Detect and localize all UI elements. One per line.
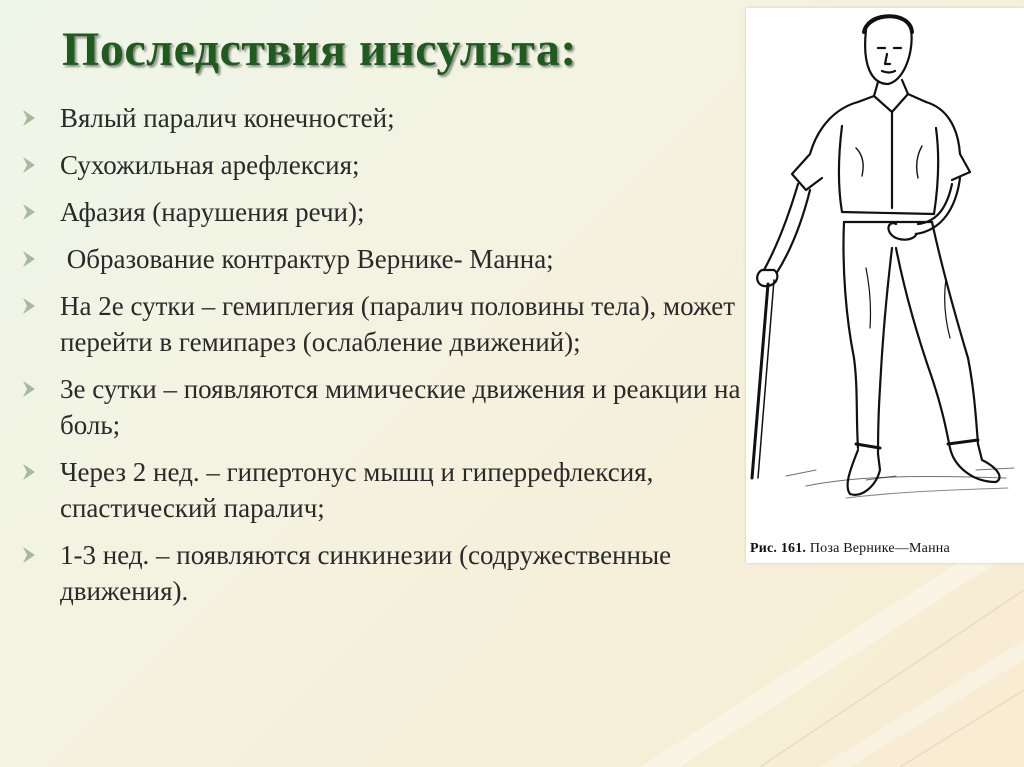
bullet-text: Вялый паралич конечностей; — [60, 103, 395, 133]
arrow-bullet-icon — [22, 156, 36, 174]
bullet-text: На 2е сутки – гемиплегия (паралич половины тела), может перейти в гемипарез (ослабление движений); — [60, 291, 736, 357]
bullet-text: Образование контрактур Вернике- Манна; — [60, 244, 554, 274]
bullet-list — [22, 100, 742, 620]
arrow-bullet-icon — [22, 109, 36, 127]
arrow-bullet-icon — [22, 380, 36, 398]
arrow-bullet-icon — [22, 463, 36, 481]
list-item — [22, 241, 742, 277]
list-item — [22, 288, 742, 360]
slide-title: Последствия инсульта: — [62, 23, 577, 76]
bullet-text: Афазия (нарушения речи); — [60, 197, 365, 227]
bullet-text: 3е сутки – появляются мимические движения и реакции на боль; — [60, 374, 741, 440]
list-item — [22, 100, 742, 136]
arrow-bullet-icon — [22, 250, 36, 268]
arrow-bullet-icon — [22, 546, 36, 564]
list-item — [22, 454, 742, 526]
list-item — [22, 537, 742, 609]
bullet-text: Через 2 нед. – гипертонус мышц и гиперрефлексия, спастический паралич; — [60, 457, 654, 523]
figure-caption — [750, 541, 950, 557]
bullet-text: Сухожильная арефлексия; — [60, 150, 360, 180]
wernicke-mann-illustration — [746, 8, 1024, 563]
list-item — [22, 371, 742, 443]
standing-man-with-cane-drawing — [746, 8, 1024, 533]
arrow-bullet-icon — [22, 297, 36, 315]
figure-caption-label: Рис. 161. — [750, 541, 807, 556]
figure-caption-text: Поза Вернике—Манна — [809, 541, 950, 556]
list-item — [22, 147, 742, 183]
arrow-bullet-icon — [22, 203, 36, 221]
bullet-text: 1-3 нед. – появляются синкинезии (содружественные движения). — [60, 540, 672, 606]
list-item — [22, 194, 742, 230]
